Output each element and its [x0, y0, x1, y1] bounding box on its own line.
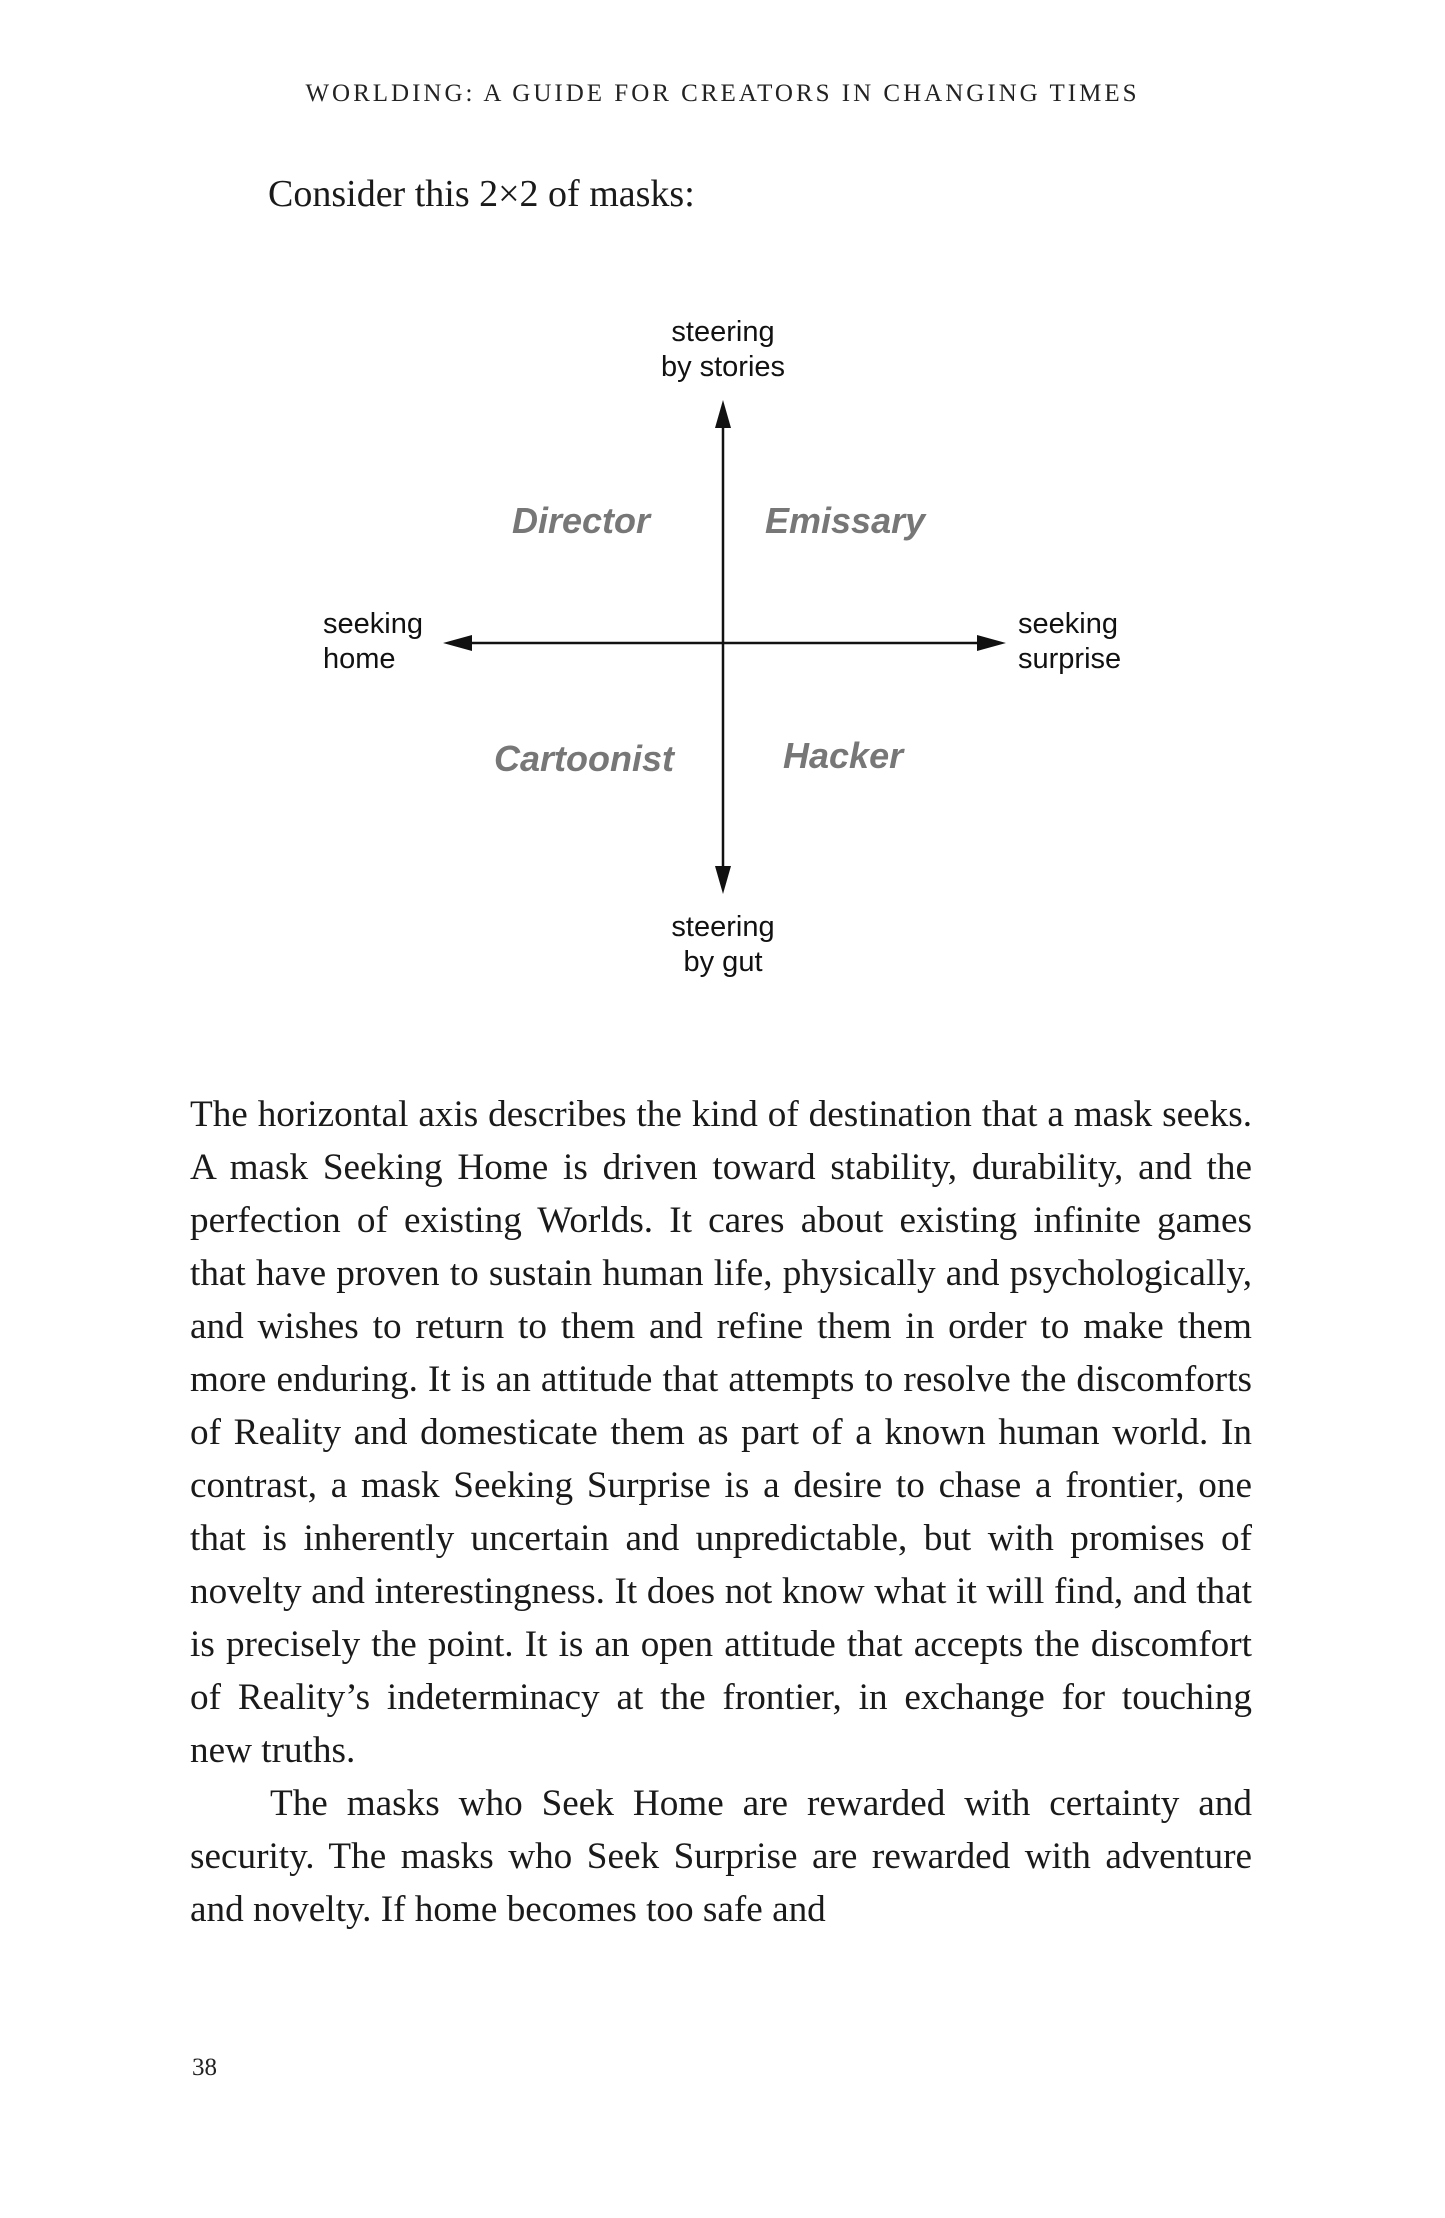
axis-label-bottom-line2: by gut [683, 946, 763, 978]
axis-label-top [623, 315, 823, 385]
arrow-right-icon [977, 635, 1006, 651]
axis-label-right-line1: seeking [1018, 608, 1118, 640]
quadrant-director: Director [512, 500, 651, 541]
axis-label-left-line2: home [323, 643, 396, 675]
masks-2x2-diagram [0, 0, 1445, 1060]
axis-label-bottom [623, 910, 823, 980]
axes-graphic [0, 0, 1445, 1060]
paragraph-2: The masks who Seek Home are rewarded with certainty and security. The masks who Seek Surprise are rewarded with adventure and novelty. If home becomes too safe and [190, 1783, 1252, 1930]
axis-label-right [1018, 607, 1121, 677]
running-head: WORLDING: A GUIDE FOR CREATORS IN CHANGING TIMES [305, 80, 1140, 107]
paragraph-1: The horizontal axis describes the kind of destination that a mask seeks. A mask Seeking Home is driven toward stability, durability, and the perfection of existing Worlds. It cares about existing infinite games that have proven to sustain human life, physically and psychologically, and wishes to return to them and refine them in order to make them more enduring. It is an attitude that attempts to resolve the discomforts of Reality and domesticate them as part of a known human world. In contrast, a mask Seeking Surprise is a desire to chase a frontier, one that is inherently uncertain and unpredictable, but with promises of novelty and interestingness. It does not know what it will find, and that is precisely the point. It is an open attitude that accepts the discomfort of Reality’s indeterminacy at the frontier, in exchange for touching new truths. [190, 1094, 1252, 1771]
intro-sentence: Consider this 2×2 of masks: [268, 173, 695, 215]
body-text [190, 1088, 1252, 1936]
axis-label-right-line2: surprise [1018, 643, 1122, 675]
quadrant-emissary: Emissary [765, 500, 926, 541]
quadrant-cartoonist: Cartoonist [494, 738, 674, 779]
arrow-up-icon [715, 400, 731, 428]
axis-label-top-line1: steering [671, 316, 775, 348]
quadrant-hacker: Hacker [783, 735, 904, 776]
page-number: 38 [192, 2054, 217, 2081]
arrow-left-icon [443, 635, 472, 651]
axis-label-left [323, 607, 423, 677]
axis-label-left-line1: seeking [323, 608, 423, 640]
arrow-down-icon [715, 866, 731, 894]
axis-label-top-line2: by stories [660, 351, 786, 383]
axis-label-bottom-line1: steering [671, 911, 775, 943]
